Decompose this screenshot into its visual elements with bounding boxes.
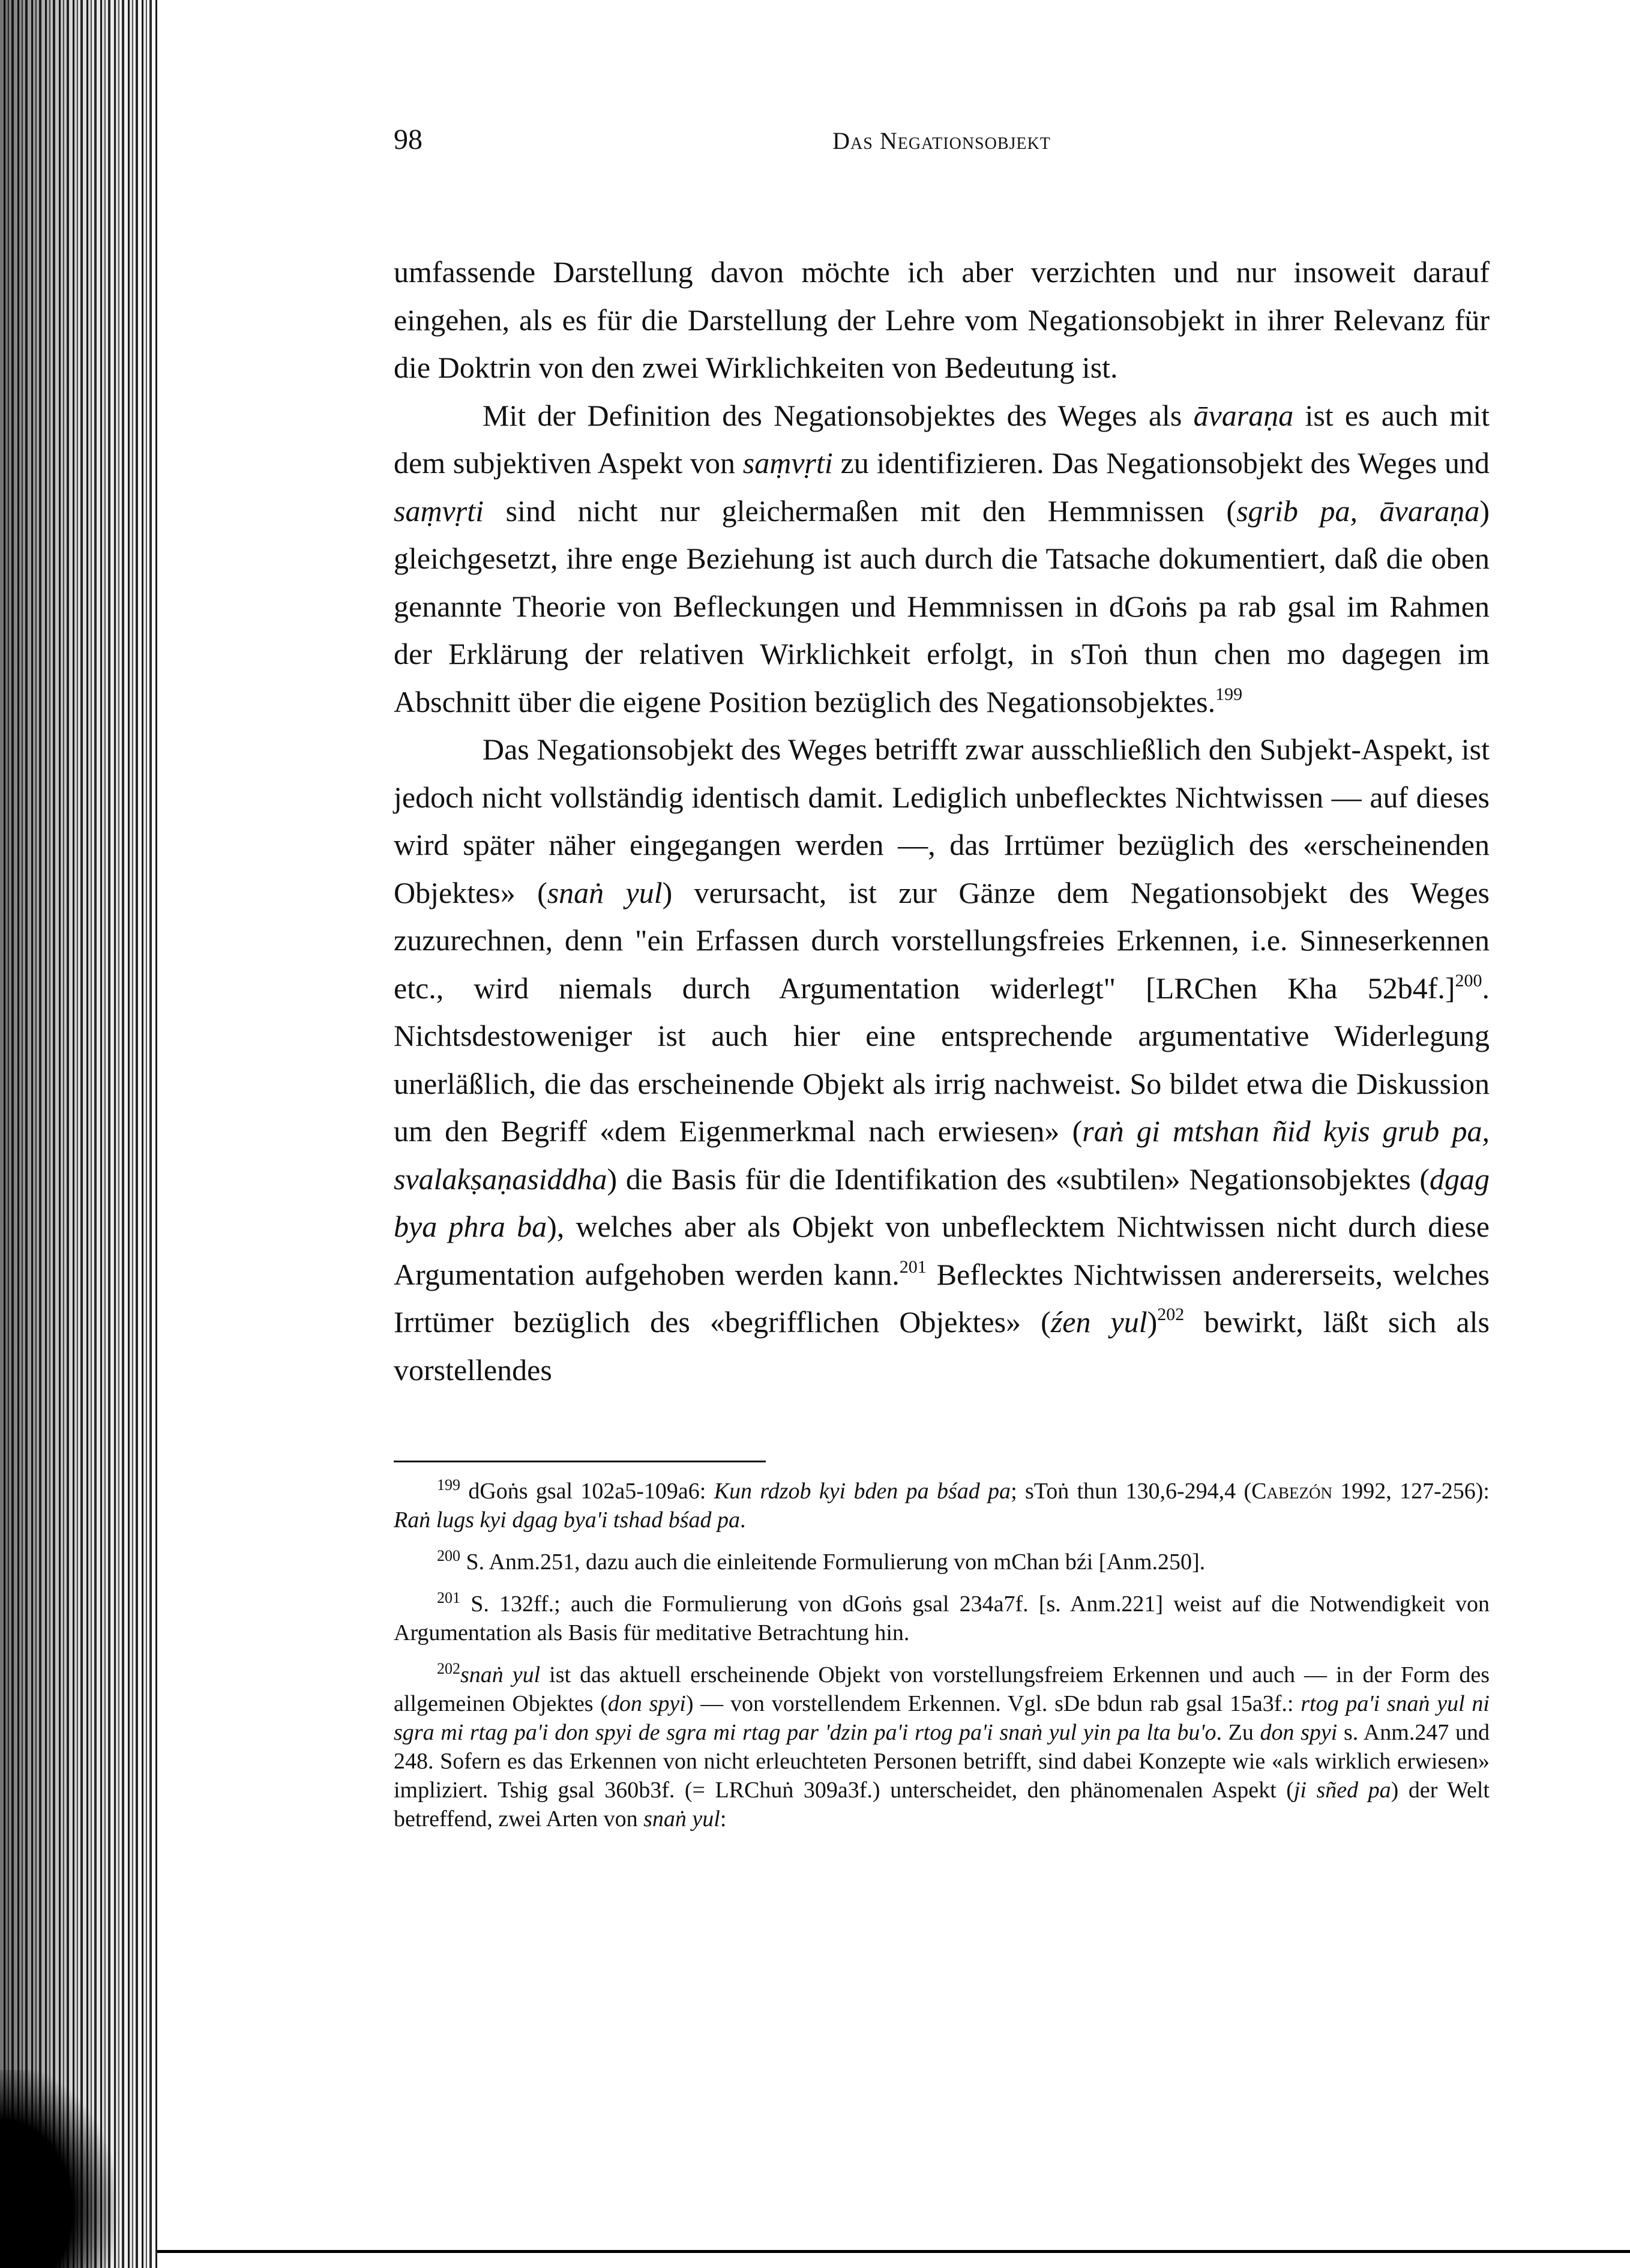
fn202-text-j: ) der Welt betreffend, zwei Arten von [394,1778,1490,1832]
p2-text-e: zu identifizieren. Das Negationsobjekt des Weges und [832,446,1490,480]
fn202-term-c: don spyi [607,1691,686,1716]
fn199-author: Cabezón [1251,1479,1332,1504]
p3-text-i: Beflecktes Nichtwissen andererseits, welches Irrtümer bezüglich des «begrifflichen Objektes» ( [394,1257,1490,1339]
footnote-199 [394,1477,1490,1534]
p3-text-c: ) verursacht, ist zur Gänze dem Negationsobjekt des Weges zuzurechnen, denn "ein Erfassen durch vorstellungsfreies Erkennen, i.e. Sinneserkennen etc., wird niemals durch Argumentation widerlegt" [LRChen Kha 52b4f.] [394,875,1490,1005]
footnote-ref-200[interactable]: 200 [1455,970,1482,991]
fn199-title-1: Kun rdzob kyi bden pa bśad pa [714,1479,1011,1504]
fn200-text: S. Anm.251, dazu auch die einleitende Formulierung von mChan bźi [Anm.250]. [460,1549,1206,1575]
p3-text-h: ), welches aber als Objekt von unbeflecktem Nichtwissen nicht durch diese Argumentation aufgehoben werden kann. [394,1210,1490,1291]
paragraph-1 [394,249,1490,392]
fn202-text-d: ) — von vorstellendem Erkennen. Vgl. sDe bdun rab gsal 15a3f.: [685,1691,1301,1716]
p2-term-avarana: āvaraṇa [1193,398,1294,432]
p3-term-snan-yul: snaṅ yul [547,875,663,909]
fn199-text-e: 1992, 127-256): [1332,1479,1490,1504]
fn202-term-i: ji sñed pa [1293,1778,1391,1803]
fn199-text-a: dGoṅs gsal 102a5-109a6: [460,1479,714,1504]
p2-text-a: Mit der Definition des Negationsobjektes des Weges als [483,398,1194,432]
page-number: 98 [394,124,423,155]
fn202-term-a: snaṅ yul [460,1662,541,1687]
p2-term-sgrib-pa: sgrib pa, āvaraṇa [1236,493,1480,528]
p2-text-c: ist es auch mit dem subjektiven Aspekt von [394,398,1490,480]
paragraph-1-text: umfassende Darstellung davon möchte ich aber verzichten und nur insoweit darauf eingehen, als es für die Darstellung der Lehre vom Negationsobjekt in ihrer Relevanz für die Doktrin von den zwei Wirklichkeiten von Bedeutung ist. [394,255,1490,384]
p3-term-svalaksanasiddha: raṅ gi mtshan ñid kyis grub pa, svalakṣaṇasiddha [394,1114,1490,1196]
p3-text-l: bewirkt, läßt sich als vorstellendes [394,1305,1490,1387]
fn199-title-2: Raṅ lugs kyi dgag bya'i tshad bśad pa [394,1507,741,1533]
fn202-text-b: ist das aktuell erscheinende Objekt von vorstellungsfreiem Erkennen und auch — in der Form des allgemeinen Objektes ( [394,1662,1490,1716]
fn202-term-k: snaṅ yul [643,1806,720,1832]
p2-term-samvrti: saṃvṛti [742,446,833,480]
footnote-ref-202[interactable]: 202 [1157,1304,1185,1324]
p3-text-a: Das Negationsobjekt des Weges betrifft zwar ausschließlich den Subjekt-Aspekt, ist jedoch nicht vollständig identisch damit. Lediglich unbeflecktes Nichtwissen — auf dieses wird später näher eingegangen werden —, das Irrtümer bezüglich des «erscheinenden Objektes» ( [394,732,1490,909]
fn202-text-l: : [720,1806,727,1832]
footnote-separator [394,1461,766,1462]
book-spine-dark-corner [0,2070,114,2268]
fn199-text-c: ; sToṅ thun 130,6-294,4 ( [1011,1479,1252,1504]
fn202-text-h: s. Anm.247 und 248. Sofern es das Erkennen von nicht erleuchteten Personen betrifft, sind dabei Konzepte wie «als wirklich erwiesen» impliziert. Tshig gsal 360b3f. (= LRChuṅ 309a3f.) unterscheidet, den phänomenalen Aspekt ( [394,1720,1490,1803]
p3-text-k: ) [1147,1305,1158,1339]
p3-text-d: . Nichtsdestoweniger ist auch hier eine entsprechende argumentative Widerlegung unerläßlich, die das erscheinende Objekt als irrig nachweist. So bildet etwa die Diskussion um den Begriff «dem Eigenmerkmal nach erwiesen» ( [394,971,1490,1148]
p3-term-dgag-bya-phra-ba: dgag bya phra ba [394,1162,1490,1243]
fn201-text: S. 132ff.; auch die Formulierung von dGoṅs gsal 234a7f. [s. Anm.221] weist auf die Notwendigkeit von Argumentation als Basis für meditative Betrachtung hin. [394,1591,1490,1645]
footnote-201 [394,1590,1490,1647]
p3-term-zen-yul: źen yul [1050,1305,1147,1339]
p2-text-i: ) gleichgesetzt, ihre enge Beziehung ist auch durch die Tatsache dokumentiert, daß die oben genannte Theorie von Befleckungen und Hemmnissen in dGoṅs pa rab gsal im Rahmen der Erklärung der relativen Wirklichkeit erfolgt, in sToṅ thun chen mo dagegen im Abschnitt über die eigene Position bezüglich des Negationsobjektes. [394,493,1490,719]
fn202-text-f: . Zu [1216,1720,1260,1745]
footnote-200 [394,1548,1490,1576]
footnotes [394,1477,1490,1847]
book-spine-shading [0,0,157,2268]
footnote-ref-199[interactable]: 199 [1215,684,1243,704]
fn199-text-g: . [740,1507,746,1533]
paragraph-3 [394,726,1490,1394]
footnote-number: 202 [437,1660,460,1677]
running-head [394,123,1490,159]
footnote-ref-201[interactable]: 201 [899,1256,927,1277]
fn202-term-g: don spyi [1260,1720,1338,1745]
p3-text-f: ) die Basis für die Identifikation des «subtilen» Negationsobjektes ( [607,1162,1430,1196]
footnote-202 [394,1660,1490,1833]
scan-bottom-edge [157,2250,1630,2253]
footnote-number: 200 [437,1547,460,1564]
running-title: Das Negationsobjekt [832,127,1051,154]
main-text [394,249,1490,1394]
p2-text-g: sind nicht nur gleichermaßen mit den Hemmnissen ( [484,493,1237,528]
paragraph-2 [394,392,1490,726]
footnote-number: 201 [437,1589,460,1606]
footnote-number: 199 [437,1476,460,1494]
fn202-quote: rtog pa'i snaṅ yul ni sgra mi rtag pa'i don spyi de sgra mi rtag par 'dzin pa'i rtog pa'i snaṅ yul yin pa lta bu'o [394,1691,1490,1745]
p2-term-samvrti-2: saṃvṛti [394,493,484,528]
